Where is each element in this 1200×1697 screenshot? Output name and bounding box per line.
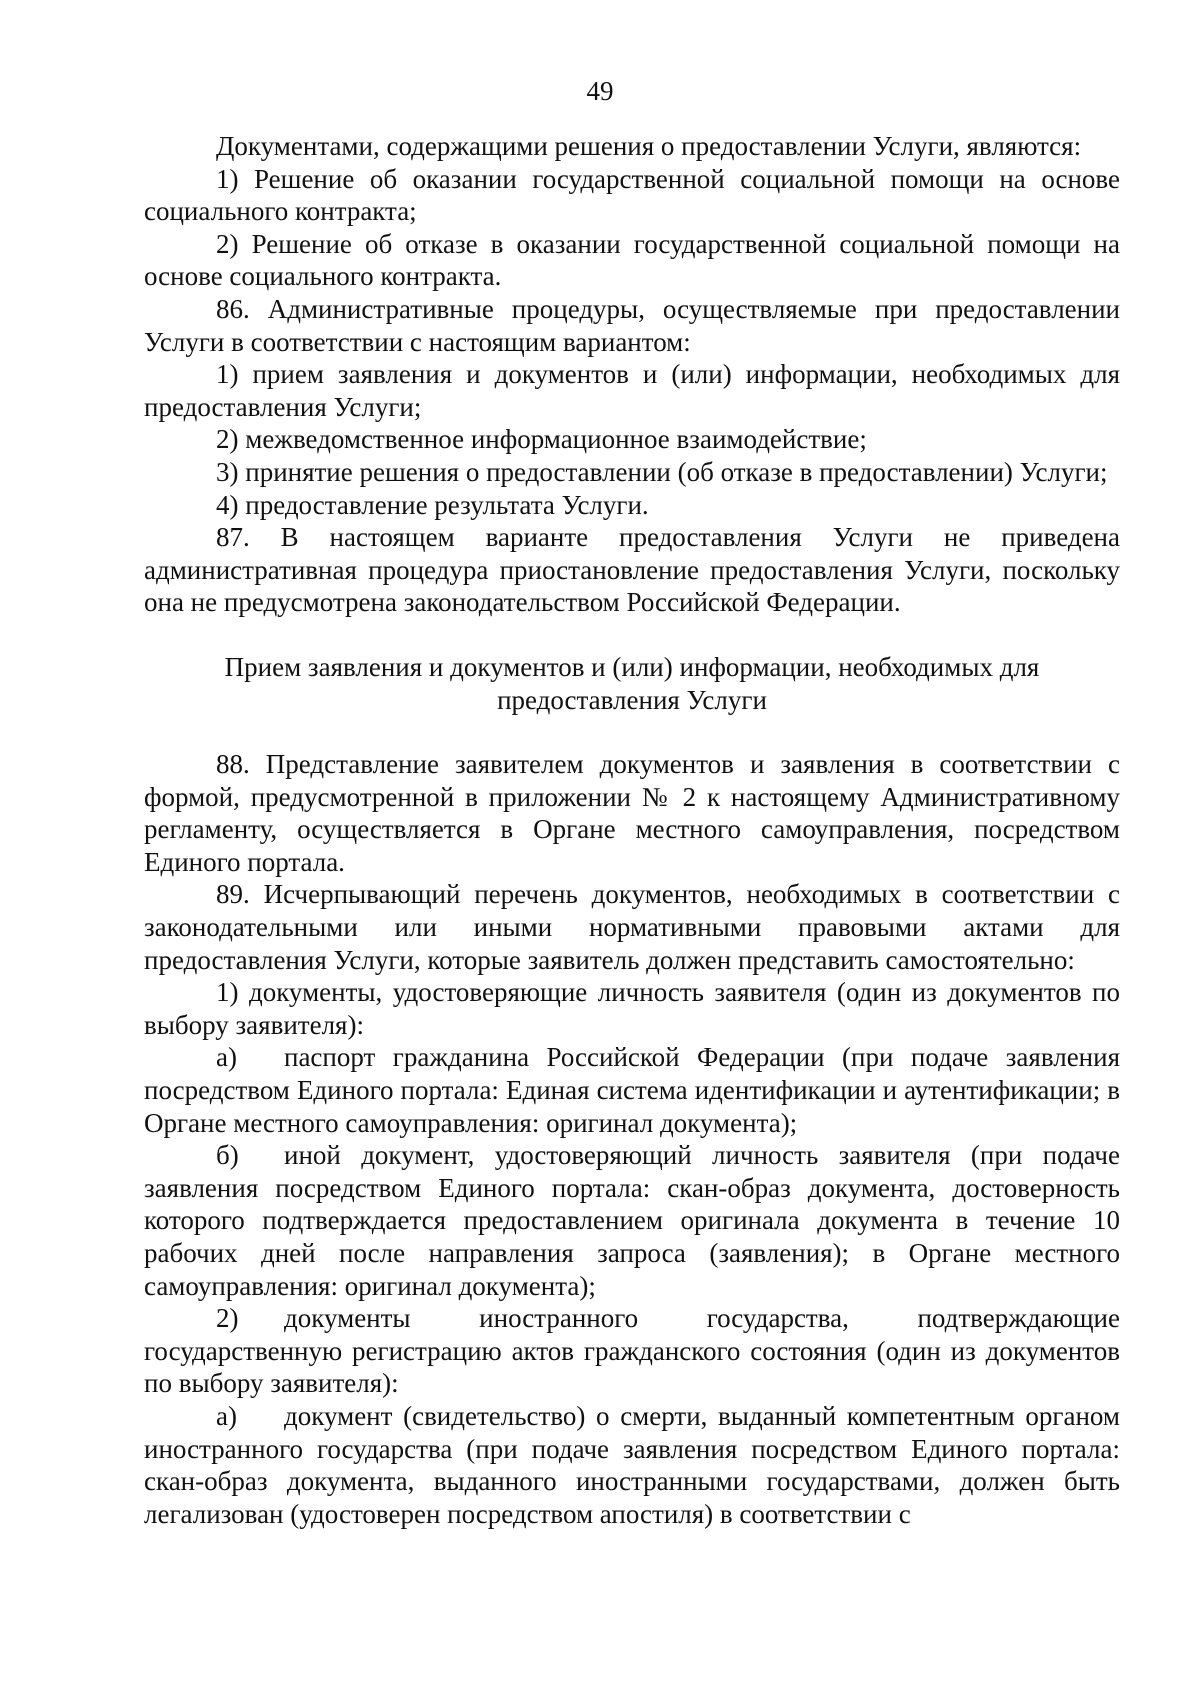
subitem-a-death-certificate xyxy=(144,1400,1120,1530)
subitem-text: документ (свидетельство) о смерти, выданный компетентным органом иностранного государства (при подаче заявления посредством Единого портала: скан-образ документа, выданного иностранными государствами, должен быть легализован (удостоверен посредством апостиля) в соответствии с xyxy=(144,1400,1120,1529)
paragraph-results-intro: Документами, содержащими решения о предоставлении Услуги, являются: xyxy=(216,131,1082,161)
paragraph-89: 89. Исчерпывающий перечень документов, необходимых в соответствии с законодательными или иными нормативными правовыми актами для предоставления Услуги, которые заявитель должен представить самостоятельно: xyxy=(144,879,1120,975)
paragraph-87: 87. В настоящем варианте предоставления Услуги не приведена административная процедура приостановление предоставления Услуги, поскольку она не предусмотрена законодательством Российской Федерации. xyxy=(144,522,1120,618)
subitem-label: а) xyxy=(216,1400,237,1431)
paragraph-88: 88. Представление заявителем документов и заявления в соответствии с формой, предусмотренной в приложении № 2 к настоящему Административному регламенту, осуществляется в Органе местного самоуправления, посредством Единого портала. xyxy=(144,749,1120,877)
paragraph-89-item-1: 1) документы, удостоверяющие личность заявителя (один из документов по выбору заявителя): xyxy=(144,977,1120,1040)
subitem-label: 2) xyxy=(216,1303,239,1334)
paragraph-result-2: 2) Решение об отказе в оказании государственной социальной помощи на основе социального контракта. xyxy=(144,228,1120,292)
paragraph-89-item-2 xyxy=(144,1302,1120,1400)
subitem-text: документы иностранного государства, подтверждающие государственную регистрацию актов гражданского состояния (один из документов по выбору заявителя): xyxy=(144,1303,1120,1399)
paragraph-86-item-2: 2) межведомственное информационное взаимодействие; xyxy=(216,424,867,455)
document-body xyxy=(144,130,1120,1530)
section-heading: Прием заявления и документов и (или) информации, необходимых для предоставления Услуги xyxy=(224,651,1040,715)
subitem-label: а) xyxy=(216,1042,237,1073)
subitem-text: иной документ, удостоверяющий личность заявителя (при подаче заявления посредством Единого портала: скан-образ документа, достоверность которого подтверждается предоставлением оригинала документа в течение 10 рабочих дней после направления запроса (заявления); в Органе местного самоуправления: оригинал документа); xyxy=(144,1140,1120,1301)
subitem-a-passport xyxy=(144,1041,1120,1139)
paragraph-result-1: 1) Решение об оказании государственной социальной помощи на основе социального контракта; xyxy=(144,163,1120,227)
subitem-label: б) xyxy=(216,1140,239,1171)
paragraph-86: 86. Административные процедуры, осуществляемые при предоставлении Услуги в соответствии с настоящим вариантом: xyxy=(144,293,1120,357)
page-number: 49 xyxy=(586,76,614,106)
paragraph-86-item-4: 4) предоставление результата Услуги. xyxy=(216,489,649,520)
subitem-b-other-id xyxy=(144,1139,1120,1302)
subitem-text: паспорт гражданина Российской Федерации (при подаче заявления посредством Единого портала: Единая система идентификации и аутентификации; в Органе местного самоуправления: оригинал документа); xyxy=(144,1042,1120,1138)
paragraph-86-item-1: 1) прием заявления и документов и (или) информации, необходимых для предоставления Услуги; xyxy=(144,359,1120,422)
paragraph-86-item-3: 3) принятие решения о предоставлении (об отказе в предоставлении) Услуги; xyxy=(216,456,1108,487)
